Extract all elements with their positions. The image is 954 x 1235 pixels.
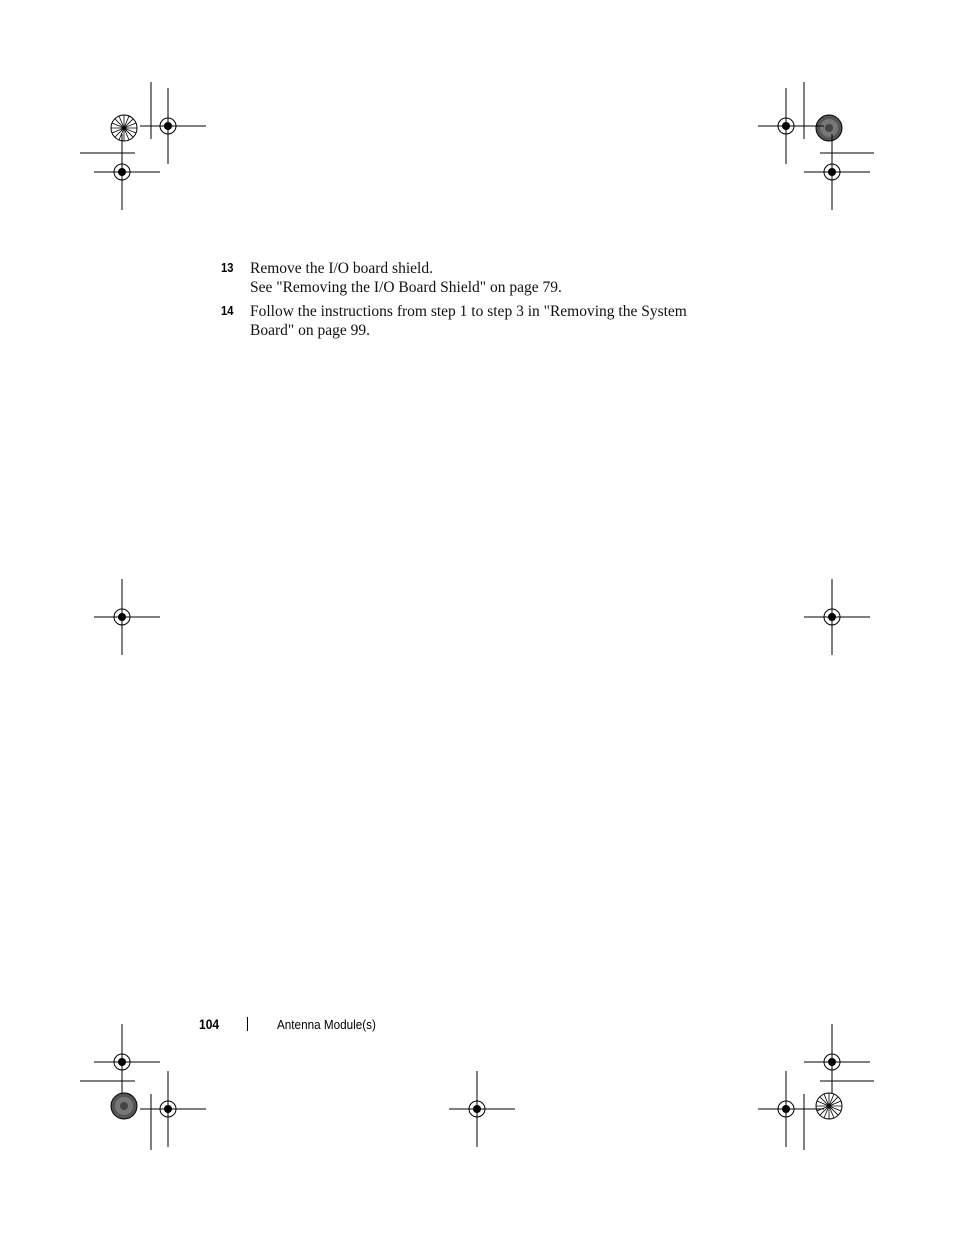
starburst-mark	[816, 1093, 842, 1119]
crosshair-mark	[94, 1024, 160, 1100]
section-title: Antenna Module(s)	[277, 1017, 376, 1032]
halftone-mark	[816, 115, 842, 141]
crosshair-mark	[140, 1071, 206, 1147]
crosshair-mark	[804, 579, 870, 655]
page-number: 104	[199, 1016, 220, 1032]
step-text: Remove the I/O board shield.	[250, 260, 433, 277]
crosshair-mark	[449, 1071, 515, 1147]
step-text: Follow the instructions from step 1 to step 3 in "Removing the System	[250, 303, 687, 320]
crosshair-mark	[758, 88, 824, 164]
crosshair-mark	[804, 134, 870, 210]
crosshair-mark	[140, 88, 206, 164]
step-text-continued: Board" on page 99.	[250, 322, 370, 339]
step-number: 14	[221, 303, 234, 318]
crosshair-mark	[758, 1071, 824, 1147]
crosshair-mark	[94, 134, 160, 210]
crosshair-mark	[94, 579, 160, 655]
crosshair-mark	[804, 1024, 870, 1100]
starburst-mark	[111, 115, 137, 141]
step-number: 13	[221, 260, 234, 275]
step-reference: See "Removing the I/O Board Shield" on page 79.	[250, 279, 562, 296]
footer-separator	[247, 1017, 248, 1031]
halftone-mark	[111, 1093, 137, 1119]
